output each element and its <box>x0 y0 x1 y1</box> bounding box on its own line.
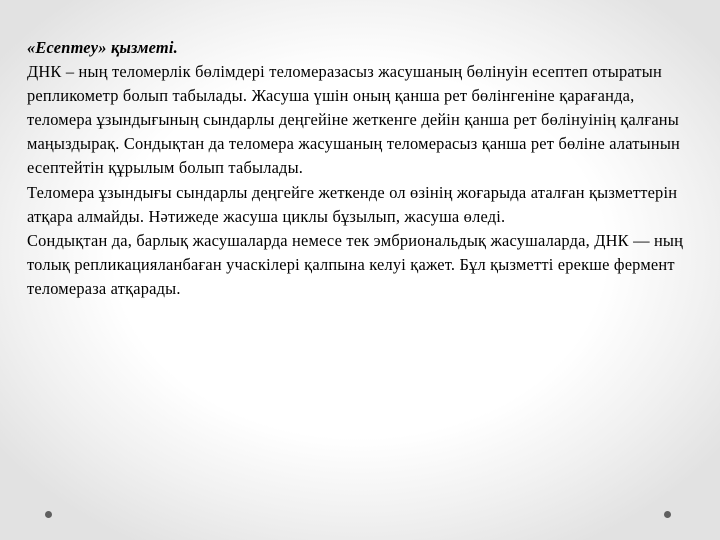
paragraph-critical-length: Теломера ұзындығы сындарлы деңгейге жеткенде ол өзінің жоғарыда аталған қызметтерін атқара алмайды. Нәтижеде жасуша циклы бұзылып, жасуша өледі. <box>27 182 678 226</box>
decorative-dot-right <box>664 511 671 518</box>
paragraph-replicometer: ДНК – ның теломерлік бөлімдері теломеразасыз жасушаның бөлінуін есептеп отыратын репликометр болып табылады. Жасуша үшін оның қанша рет бөлінгеніне қарағанда, теломера ұзындығының сындарлы деңгейіне жеткенге дейін қанша рет бөлінуінің қалғаны маңыздырақ. Сондықтан да теломера жасушаның теломерасыз қанша рет бөліне алатынын есептейтін құрылым болып табылады. <box>27 62 681 178</box>
slide-text-body <box>27 36 697 301</box>
section-heading: «Есептеу» қызметі. <box>27 38 178 57</box>
decorative-dot-left <box>45 511 52 518</box>
paragraph-telomerase: Сондықтан да, барлық жасушаларда немесе тек эмбриональдық жасушаларда, ДНК — ның толық репликацияланбаған учаскілері қалпына келуі қажет. Бұл қызметті ерекше фермент теломераза атқарады. <box>27 230 684 298</box>
